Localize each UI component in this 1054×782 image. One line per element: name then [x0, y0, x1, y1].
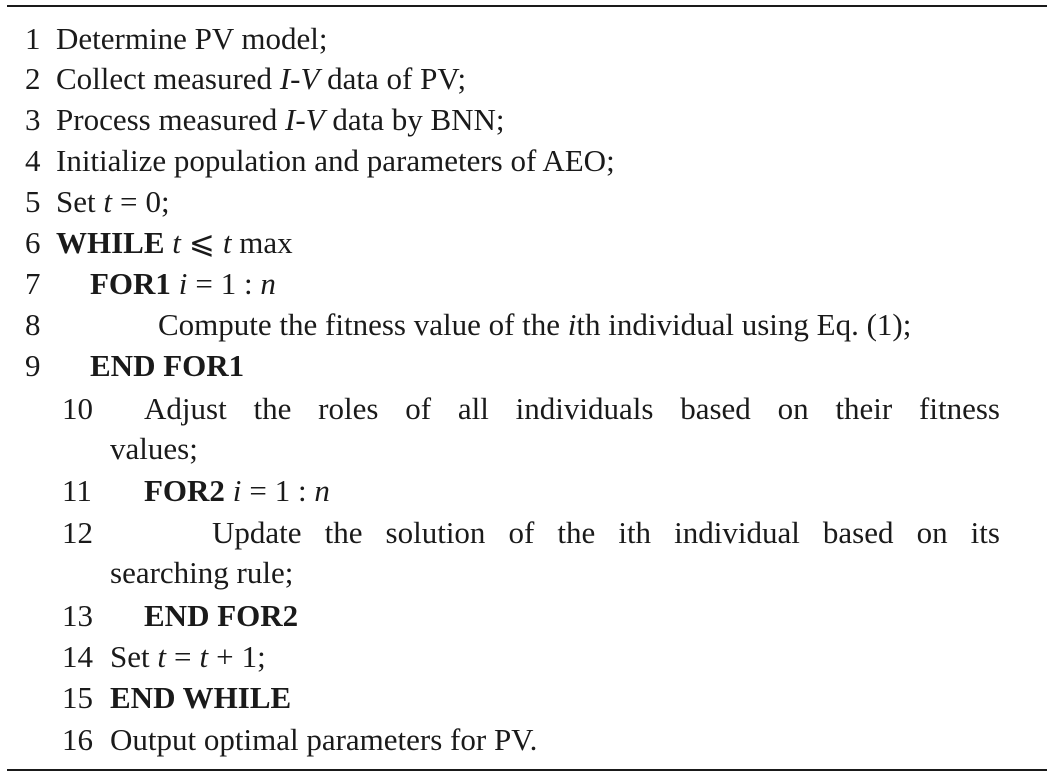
algorithm-line-2 — [0, 59, 1054, 99]
algorithm-line-3 — [0, 100, 1054, 140]
var-i: i — [178, 266, 188, 301]
top-rule — [7, 5, 1047, 7]
text-part: Process measured — [56, 102, 285, 137]
word: individuals — [515, 391, 654, 426]
keyword-for2: FOR2 — [144, 473, 225, 508]
word: of — [508, 515, 535, 550]
line-text: Initialize population and parameters of AEO; — [56, 143, 615, 178]
algorithm-line-8 — [0, 305, 1054, 345]
algorithm-line-6 — [0, 223, 1054, 263]
algorithm-line-9 — [0, 346, 1054, 386]
line-number: 13 — [62, 598, 93, 633]
algorithm-line-15 — [0, 678, 1054, 718]
line-number: 3 — [25, 102, 41, 137]
line-number: 4 — [25, 143, 41, 178]
var-t: t — [222, 225, 232, 260]
text-part: 0; — [145, 184, 170, 219]
algorithm-line-10 — [0, 389, 1054, 429]
text-part: 1 : — [220, 266, 253, 301]
line-number: 10 — [62, 391, 93, 426]
line-number: 12 — [62, 515, 93, 550]
line-text: searching rule; — [110, 555, 294, 590]
word: Update — [212, 515, 302, 550]
iv-symbol: I-V — [285, 102, 325, 137]
keyword-end-while: END WHILE — [110, 680, 292, 715]
word: the — [253, 391, 292, 426]
equals-sign: = — [249, 473, 267, 508]
line-text — [144, 389, 1000, 429]
line-text — [158, 305, 911, 345]
line-text — [56, 223, 293, 263]
algorithm-line-4 — [0, 141, 1054, 181]
bottom-rule — [7, 769, 1047, 771]
line-number: 6 — [25, 225, 41, 260]
word: all — [457, 391, 489, 426]
word: the — [324, 515, 363, 550]
keyword-end-for1: END FOR1 — [90, 348, 245, 383]
line-number: 15 — [62, 680, 93, 715]
text-part: Collect measured — [56, 61, 280, 96]
line-number: 9 — [25, 348, 41, 383]
algorithm-line-7 — [0, 264, 1054, 304]
keyword-end-for2: END FOR2 — [144, 598, 299, 633]
line-text: Output optimal parameters for PV. — [110, 722, 538, 757]
text-part: Set — [110, 639, 158, 674]
text-part: data by BNN; — [324, 102, 505, 137]
line-text — [110, 637, 266, 677]
algorithm-line-16 — [0, 720, 1054, 760]
text-part: max — [239, 225, 293, 260]
line-number: 7 — [25, 266, 41, 301]
line-number: 5 — [25, 184, 41, 219]
line-number: 11 — [62, 473, 92, 508]
plus-sign: + — [216, 639, 234, 674]
word: ith — [618, 515, 652, 550]
line-text: values; — [110, 431, 198, 466]
word: their — [835, 391, 893, 426]
equals-sign: = — [195, 266, 213, 301]
var-i: i — [567, 307, 577, 342]
iv-symbol: I-V — [279, 61, 320, 96]
line-text: Determine PV model; — [56, 21, 328, 56]
algorithm-line-12 — [0, 513, 1054, 553]
line-text — [212, 513, 1000, 553]
text-part: 1; — [241, 639, 266, 674]
algorithm-line-13 — [0, 596, 1054, 636]
var-n: n — [260, 266, 276, 301]
leq-sign: ⩽ — [188, 225, 215, 260]
algorithm-line-14 — [0, 637, 1054, 677]
line-number: 2 — [25, 61, 41, 96]
text-part: th individual using Eq. (1); — [576, 307, 912, 342]
algorithm-line-11 — [0, 471, 1054, 511]
word: on — [916, 515, 948, 550]
keyword-while: WHILE — [56, 225, 165, 260]
equals-sign: = — [120, 184, 138, 219]
var-t: t — [172, 225, 181, 260]
algorithm-line-12-continuation — [0, 553, 1054, 593]
word: the — [557, 515, 596, 550]
word: solution — [385, 515, 486, 550]
keyword-for1: FOR1 — [90, 266, 171, 301]
line-text — [56, 59, 466, 99]
word: individual — [674, 515, 800, 550]
word: based — [680, 391, 751, 426]
var-n: n — [314, 473, 330, 508]
var-i: i — [232, 473, 242, 508]
word: of — [405, 391, 432, 426]
word: on — [777, 391, 809, 426]
word: based — [822, 515, 894, 550]
word: Adjust — [144, 391, 227, 426]
text-part: 1 : — [274, 473, 307, 508]
equals-sign: = — [174, 639, 192, 674]
word: its — [970, 515, 1000, 550]
algorithm-line-1 — [0, 19, 1054, 59]
line-number: 16 — [62, 722, 93, 757]
word: roles — [318, 391, 379, 426]
line-text — [56, 100, 505, 140]
line-text — [144, 471, 330, 511]
word: fitness — [919, 391, 1000, 426]
text-part: data of PV; — [319, 61, 467, 96]
var-t: t — [103, 184, 112, 219]
text-part: Compute the fitness value of the — [158, 307, 568, 342]
text-part: Set — [56, 184, 104, 219]
line-number: 1 — [25, 21, 41, 56]
algorithm-line-10-continuation — [0, 429, 1054, 469]
line-text — [90, 264, 276, 304]
algorithm-line-5 — [0, 182, 1054, 222]
var-t: t — [199, 639, 209, 674]
line-number: 8 — [25, 307, 41, 342]
var-t: t — [157, 639, 166, 674]
line-text — [56, 182, 170, 222]
line-number: 14 — [62, 639, 93, 674]
